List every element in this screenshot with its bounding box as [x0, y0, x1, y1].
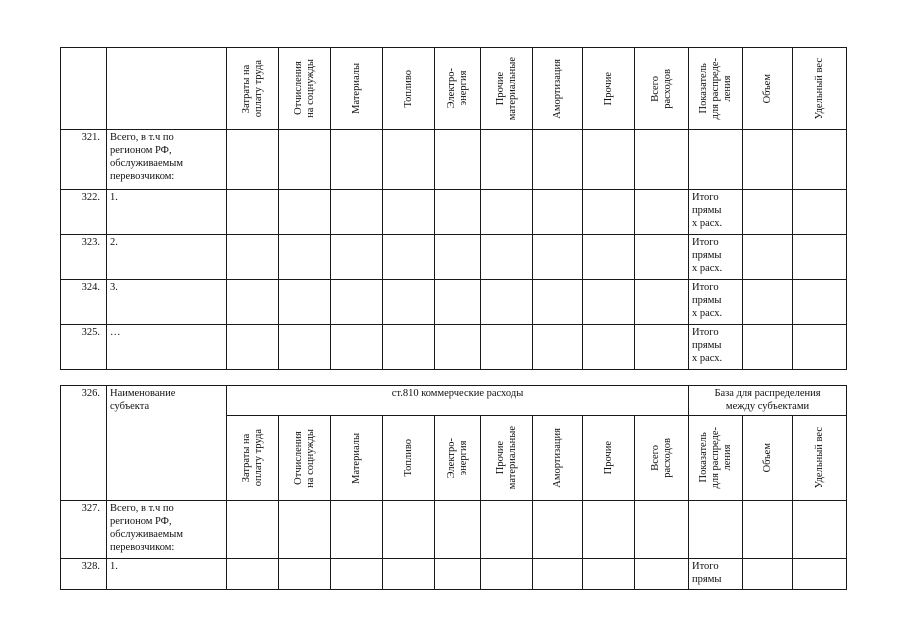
- row-indicator: [689, 501, 743, 559]
- table-row: [61, 235, 847, 280]
- col-header-electricity: Электро- энергия: [435, 416, 481, 501]
- cost-group-header: ст.810 коммерческие расходы: [227, 386, 689, 416]
- row-number: 323.: [61, 235, 107, 280]
- row-number: 328.: [61, 559, 107, 590]
- row-indicator: Итого прямы: [689, 559, 743, 590]
- row-indicator: Итого прямы х расх.: [689, 235, 743, 280]
- col-header-share: Удельный вес: [793, 48, 847, 130]
- col-header-indicator: Показатель для распреде- ления: [689, 416, 743, 501]
- col-header-electricity: Электро- энергия: [435, 48, 481, 130]
- col-header-fuel: Топливо: [383, 48, 435, 130]
- col-header-other-material: Прочие материальные: [481, 48, 533, 130]
- table-row: [61, 501, 847, 559]
- row-number: 326.: [61, 386, 107, 501]
- cost-table-bottom: [60, 385, 847, 590]
- group-header-row: [61, 386, 847, 416]
- col-header-depreciation: Амортизация: [533, 48, 583, 130]
- col-header-social: Отчисления на соцнужды: [279, 48, 331, 130]
- subject-name-header: Наименование субъекта: [107, 386, 227, 501]
- row-name: 2.: [107, 235, 227, 280]
- row-name: Всего, в т.ч по регионом РФ, обслуживаемым перевозчиком:: [107, 501, 227, 559]
- table-row: [61, 190, 847, 235]
- row-name: 3.: [107, 280, 227, 325]
- col-header-volume: Объем: [743, 416, 793, 501]
- col-header-labor: Затраты на оплату труда: [227, 416, 279, 501]
- row-indicator: [689, 130, 743, 190]
- col-header-volume: Объем: [743, 48, 793, 130]
- col-header-labor: Затраты на оплату труда: [227, 48, 279, 130]
- col-header-total: Всего расходов: [635, 416, 689, 501]
- row-name: Всего, в т.ч по регионом РФ, обслуживаемым перевозчиком:: [107, 130, 227, 190]
- col-header-social: Отчисления на соцнужды: [279, 416, 331, 501]
- col-header-fuel: Топливо: [383, 416, 435, 501]
- col-header-other: Прочие: [583, 416, 635, 501]
- row-number: 325.: [61, 325, 107, 370]
- col-header-other: Прочие: [583, 48, 635, 130]
- col-header-depreciation: Амортизация: [533, 416, 583, 501]
- row-name: …: [107, 325, 227, 370]
- base-group-header: База для распределения между субъектами: [689, 386, 847, 416]
- row-number: 327.: [61, 501, 107, 559]
- table-row: [61, 280, 847, 325]
- col-header-materials: Материалы: [331, 416, 383, 501]
- col-header-other-material: Прочие материальные: [481, 416, 533, 501]
- header-empty-name: [107, 48, 227, 130]
- row-number: 321.: [61, 130, 107, 190]
- col-header-total: Всего расходов: [635, 48, 689, 130]
- row-indicator: Итого прямы х расх.: [689, 280, 743, 325]
- cost-table-top: [60, 47, 847, 370]
- column-header-row: [61, 48, 847, 130]
- row-indicator: Итого прямы х расх.: [689, 190, 743, 235]
- header-empty-num: [61, 48, 107, 130]
- col-header-materials: Материалы: [331, 48, 383, 130]
- row-name: 1.: [107, 190, 227, 235]
- col-header-share: Удельный вес: [793, 416, 847, 501]
- col-header-indicator: Показатель для распреде- ления: [689, 48, 743, 130]
- row-name: 1.: [107, 559, 227, 590]
- table-row: [61, 130, 847, 190]
- row-indicator: Итого прямы х расх.: [689, 325, 743, 370]
- row-number: 322.: [61, 190, 107, 235]
- row-number: 324.: [61, 280, 107, 325]
- table-row: [61, 559, 847, 590]
- table-row: [61, 325, 847, 370]
